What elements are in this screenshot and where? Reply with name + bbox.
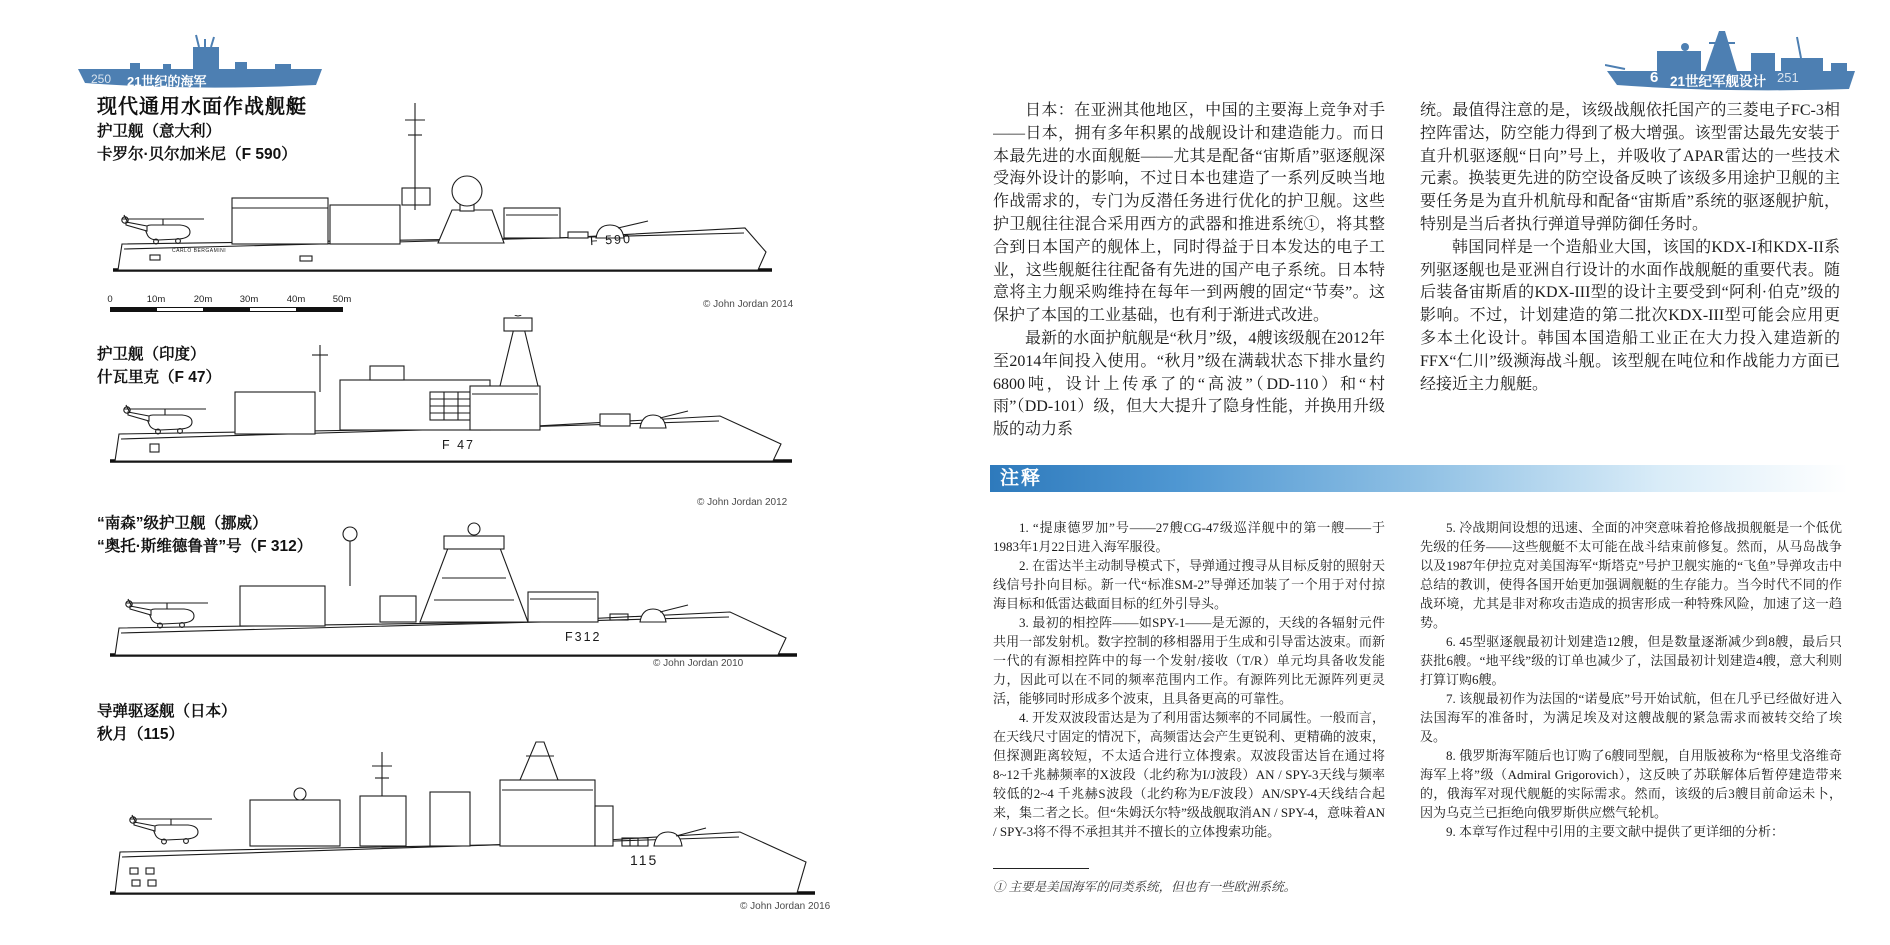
paragraph: 最新的水面护航舰是“秋月”级，4艘该级舰在2012年至2014年间投入使用。“秋月”级在满载状态下排水量约6800吨，设计上传承了的“高波”（DD-110）和“村雨”（DD-101）级，但大大提升了隐身性能，并换用升级版的动力系 [993, 329, 1385, 439]
notes-column-1 [993, 518, 1385, 862]
ship1-name: 卡罗尔·贝尔加米尼（F 590） [97, 146, 297, 163]
scale-label: 0 [107, 294, 113, 305]
paragraph: 统。最值得注意的是，该级战舰依托国产的三菱电子FC-3相控阵雷达，防空能力得到了极大增强。该型雷达最先安装于直升机驱逐舰“日向”号上，并吸收了APAR雷达的一些技术元素。换装更先进的防空设备反映了该级多用途护卫舰的主要任务是为直升机航母和配备“宙斯盾”系统的驱逐舰护航，特别是当后者执行弹道导弹防御任务时。 [1420, 102, 1840, 233]
ship4-name: 秋月（115） [97, 726, 185, 743]
note-item: 9. 本章写作过程中引用的主要文献中提供了更详细的分析： [1446, 824, 1785, 839]
ship4-type: 导弹驱逐舰（日本） [97, 703, 237, 720]
ship4-hull-number: 115 [630, 852, 659, 868]
note-item: 4. 开发双波段雷达是为了利用雷达频率的不同属性。一般而言，在天线尺寸固定的情况下，高频雷达会产生更锐利、更精确的波束，但探测距离较短，不太适合进行立体搜索。双波段雷达旨在通过将8~12千兆赫频率的X波段（北约称为I/J波段）AN / SPY-3天线与频率较低的2~4 千兆赫S波段（北约称为E/F波段）AN/SPY-4天线结合起来，集二者之长。但“朱姆沃尔特”级战舰取消AN / SPY-4，意味着AN / SPY-3将不得不承担其并不擅长的立体搜索功能。 [993, 710, 1385, 839]
scale-label: 20m [193, 294, 213, 305]
section-title: 现代通用水面作战舰艇 [97, 96, 307, 118]
chapter-number: 6 [1650, 69, 1659, 86]
ship2-type: 护卫舰（印度） [97, 346, 206, 363]
ship4-credit: © John Jordan 2016 [740, 901, 831, 912]
main-text-column-1 [993, 100, 1385, 460]
right-page-number: 251 [1777, 70, 1799, 85]
paragraph: 日本：在亚洲其他地区，中国的主要海上竞争对手——日本，拥有多年积累的战舰设计和建造能力。而日本最先进的水面舰艇——尤其是配备“宙斯盾”驱逐舰深受海外设计的影响，不过日本也建造了一系列反映当地作战需求的，专门为反潜任务进行优化的护卫舰。这些护卫舰往往混合采用西方的武器和推进系统①，将其整合到日本国产的舰体上，同时得益于日本发达的电子工业，这些舰艇往往配备有先进的国产电子系统。日本特意将主力舰采购维持在每年一到两艘的固定“节奏”。这保护了本国的工业基础，也有利于渐进式改进。 [993, 102, 1385, 325]
main-text-column-2 [1420, 100, 1840, 460]
notes-column-2 [1420, 518, 1842, 908]
ship-drawing-akizuki [90, 735, 815, 900]
scale-bar [107, 294, 352, 314]
note-item: 6. 45型驱逐舰最初计划建造12艘，但是数量逐渐减少到8艘，最后只获批6艘。“地平线”级的订单也减少了，法国最初计划建造4艘，意大利则打算订购6艘。 [1420, 634, 1842, 687]
helicopter-icon [130, 815, 212, 844]
scale-label: 10m [146, 294, 166, 305]
ship1-hull-name: CARLO BERGAMINI [172, 248, 227, 254]
note-item: 1. “提康德罗加”号——27艘CG-47级巡洋舰中的第一艘——于1983年1月22日进入海军服役。 [993, 520, 1385, 554]
ship3-hull-number: F312 [565, 630, 602, 644]
note-item: 8. 俄罗斯海军随后也订购了6艘同型舰，自用版被称为“格里戈洛维奇海军上将”级（Admiral Grigorovich），这反映了苏联解体后暂停建造带来的，俄海军对现代舰艇的实际需求。然而，该级的后3艘目前命运未卜，因为乌克兰已拒绝向俄罗斯供应燃气轮机。 [1420, 748, 1842, 820]
scale-label: 40m [286, 294, 306, 305]
note-item: 7. 该舰最初作为法国的“诺曼底”号开始试航，但在几乎已经做好进入法国海军的准备时，为满足埃及对这艘战舰的紧急需求而被转交给了埃及。 [1420, 691, 1842, 744]
notes-header: 注释 [1000, 468, 1043, 489]
book-title: 21世纪的海军 [127, 74, 207, 89]
footnote-divider [993, 868, 1089, 869]
note-item: 2. 在雷达半主动制导模式下，导弹通过搜寻从目标反射的照射天线信号扑向目标。新一代“标准SM-2”导弹还加装了一个用于对付掠海目标和低雷达截面目标的红外引导头。 [993, 558, 1385, 611]
chapter-title: 21世纪军舰设计 [1670, 74, 1767, 89]
scale-label: 50m [332, 294, 352, 305]
left-page-number: 250 [91, 72, 112, 86]
helicopter-icon [122, 215, 204, 244]
ship2-hull-number: F 47 [442, 438, 476, 452]
ship1-credit: © John Jordan 2014 [703, 299, 794, 310]
note-item: 5. 冷战期间设想的迅速、全面的冲突意味着抢修战损舰艇是一个低优先级的任务——这些舰艇不太可能在战斗结束前修复。然而，从马岛战争以及1987年伊拉克对美国海军“斯塔克”号护卫舰实施的“飞鱼”导弹攻击中总结的教训，使得各国开始更加强调舰艇的生存能力。当今时代不同的作战环境，尤其是非对称攻击造成的损害形成一种特殊风险，加速了这一趋势。 [1420, 520, 1842, 630]
ship1-hull-number: F 590 [589, 231, 633, 249]
ship1-type: 护卫舰（意大利） [97, 123, 222, 140]
ship-drawing-otto-sverdrup [90, 515, 805, 660]
note-item: 3. 最初的相控阵——如SPY-1——是无源的，天线的各辐射元件共用一部发射机。数字控制的移相器用于生成和引导雷达波束。而新一代的有源相控阵中的每一个发射/接收（T/R）单元均具备收发能力，因此可以在不同的频率范围内工作。有源阵列比无源阵列更灵活，能够同时形成多个波束，且具备更高的可靠性。 [993, 615, 1385, 706]
ship2-credit: © John Jordan 2012 [697, 497, 788, 508]
helicopter-icon [124, 405, 206, 434]
helicopter-icon [126, 599, 208, 628]
paragraph: 韩国同样是一个造船业大国，该国的KDX-I和KDX-II系列驱逐舰也是亚洲自行设计的水面作战舰艇的重要代表。随后装备宙斯盾的KDX-III型的设计主要受到“阿利·伯克”级的影响。不过，计划建造的第二批次KDX-III型可能会应用更多本土化设计。韩国本国造船工业正在大力投入建造新的FFX“仁川”级濒海战斗舰。该型舰在吨位和作战能力方面已经接近主力舰艇。 [1420, 238, 1840, 393]
right-page-header [1605, 25, 1860, 91]
footnote: ① 主要是美国海军的同类系统，但也有一些欧洲系统。 [993, 880, 1297, 894]
ship3-credit: © John Jordan 2010 [653, 658, 744, 669]
ship3-name: “奥托·斯维德鲁普”号（F 312） [97, 538, 313, 555]
scale-label: 30m [239, 294, 259, 305]
ship2-name: 什瓦里克（F 47） [97, 369, 222, 386]
left-page-header [75, 33, 325, 89]
ship3-type: “南森”级护卫舰（挪威） [97, 515, 268, 532]
notes-section-bar [990, 465, 1848, 492]
